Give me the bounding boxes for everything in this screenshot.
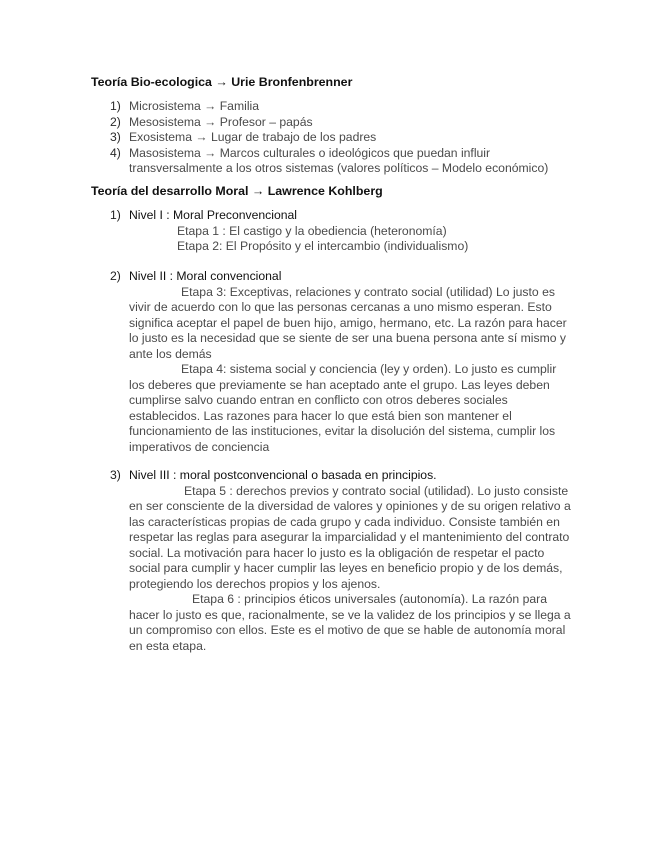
etapa-6-text: Etapa 6 : principios éticos universales (autonomía). La razón para hacer lo justo es que, racionalmente, se ve la validez de los principios y se llega a un compromiso con ellos. Este es el motivo de que se hable de autonomía moral en esta etapa. (129, 592, 571, 653)
list-number: 2) (110, 114, 121, 129)
level-number: 3) (110, 468, 121, 482)
list-item (104, 130, 574, 146)
level-2-block (104, 269, 574, 455)
level-number: 1) (110, 208, 121, 222)
level-3-block (104, 468, 574, 654)
list-item (104, 146, 574, 177)
list-item-text: Mesosistema → Profesor – papás (129, 114, 313, 129)
list-item-text: Microsistema → Familia (129, 99, 260, 113)
etapa-4 (104, 362, 574, 455)
list-number: 1) (110, 99, 121, 113)
etapa-5-text: Etapa 5 : derechos previos y contrato social (utilidad). Lo justo consiste en ser consciente de la diversidad de valores y opiniones y de su origen relativo a las características propias de cada grupo y cada individuo. Consiste también en respetar las reglas para asegurar la imparcialidad y el mantenimiento del contrato social. La motivación para hacer lo justo es la obligación de respetar el pacto social para cumplir y hacer cumplir las leyes en beneficio propio y de los demás, protegiendo los derechos propios y los ajenos. (129, 483, 571, 591)
list-number: 3) (110, 130, 121, 144)
etapa-1: Etapa 1 : El castigo y la obediencia (heteronomía) (177, 223, 447, 238)
etapa-2: Etapa 2: El Propósito y el intercambio (individualismo) (177, 239, 469, 253)
level-1-title: Nivel I : Moral Preconvencional (129, 208, 297, 222)
list-item (104, 115, 574, 131)
etapa-5 (104, 484, 574, 593)
heading-kohlberg: Teoría del desarrollo Moral → Lawrence Kohlberg (91, 184, 383, 198)
etapa-6 (104, 592, 574, 654)
level-number: 2) (110, 269, 121, 283)
list-item-text: Masosistema → Marcos culturales o ideológicos que puedan influir transversalmente a los otros sistemas (valores políticos – Modelo económico) (129, 145, 549, 175)
heading-bioecologica: Teoría Bio-ecologica → Urie Bronfenbrenner (91, 75, 353, 89)
list-number: 4) (110, 145, 121, 160)
level-3-title: Nivel III : moral postconvencional o basada en principios. (129, 468, 437, 482)
level-1-block (104, 208, 574, 255)
list-item (104, 99, 574, 115)
etapa-3 (104, 285, 574, 363)
level-2-title: Nivel II : Moral convencional (129, 269, 282, 283)
etapa-4-text: Etapa 4: sistema social y conciencia (ley y orden). Lo justo es cumplir los deberes que previamente se han aceptado ante el grupo. Las leyes deben cumplirse salvo cuando entran en conflicto con otros deberes sociales establecidos. Las razones para hacer lo que está bien son mantener el funcionamiento de las instituciones, evitar la disolución del sistema, cumplir los imperativos de conciencia (129, 362, 557, 454)
etapa-3-text: Etapa 3: Exceptivas, relaciones y contrato social (utilidad) Lo justo es vivir de acuerdo con lo que las personas cercanas a uno mismo esperan. Esto significa aceptar el papel de buen hijo, amigo, hermano, etc. La razón para hacer lo justo es la necesidad que se siente de ser una buena persona ante sí mismo y ante los demás (129, 284, 567, 361)
bronfenbrenner-list (104, 99, 574, 177)
list-item-text: Exosistema → Lugar de trabajo de los padres (129, 130, 377, 144)
